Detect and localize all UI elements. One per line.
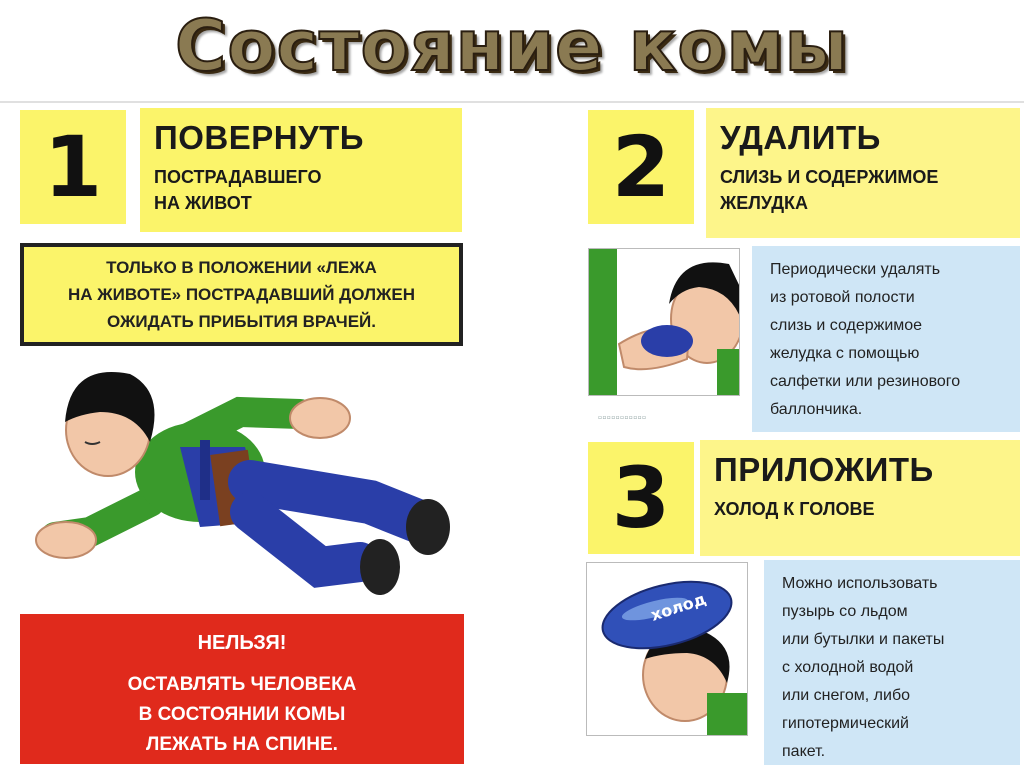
step-2-heading: УДАЛИТЬ	[720, 119, 881, 156]
step-1-number: 1	[18, 108, 128, 226]
step-3-subheading: ХОЛОД К ГОЛОВЕ	[714, 499, 875, 519]
warning-text: ОСТАВЛЯТЬ ЧЕЛОВЕКА В СОСТОЯНИИ КОМЫ ЛЕЖАТЬ НА СПИНЕ.	[127, 674, 357, 755]
step-3-number: 3	[586, 440, 696, 556]
step-1-notice: ТОЛЬКО В ПОЛОЖЕНИИ «ЛЕЖА НА ЖИВОТЕ» ПОСТРАДАВШИЙ ДОЛЖЕН ОЖИДАТЬ ПРИБЫТИЯ ВРАЧЕЙ.	[20, 243, 463, 346]
ice-pack-label: холод	[648, 589, 709, 625]
step-3-heading: ПРИЛОЖИТЬ	[714, 451, 934, 488]
title-divider	[0, 101, 1024, 103]
step-2-subheading: СЛИЗЬ И СОДЕРЖИМОЕ ЖЕЛУДКА	[720, 167, 939, 213]
warning-box	[20, 614, 464, 764]
step-3-header	[700, 440, 1020, 556]
step-1-subheading: ПОСТРАДАВШЕГО НА ЖИВОТ	[154, 167, 322, 213]
step-1-header	[140, 108, 462, 232]
ice-pack-illustration	[586, 562, 748, 736]
step-3-description: Можно использовать пузырь со льдом или бутылки и пакеты с холодной водой или снегом, либо гипотермический пакет.	[764, 560, 1020, 765]
warning-label: НЕЛЬЗЯ!	[197, 632, 287, 654]
mouth-cleaning-caption: ▫▫▫▫▫▫▫▫▫▫▫	[598, 412, 647, 424]
mouth-cleaning-illustration	[588, 248, 740, 396]
lying-man-illustration	[30, 352, 460, 608]
step-2-description: Периодически удалять из ротовой полости слизь и содержимое желудка с помощью салфетки или резинового баллончика.	[752, 246, 1020, 432]
page-title: Состояние комы	[175, 5, 849, 87]
step-1-heading: ПОВЕРНУТЬ	[154, 119, 364, 156]
step-2-header	[706, 108, 1020, 238]
step-2-number: 2	[586, 108, 696, 226]
